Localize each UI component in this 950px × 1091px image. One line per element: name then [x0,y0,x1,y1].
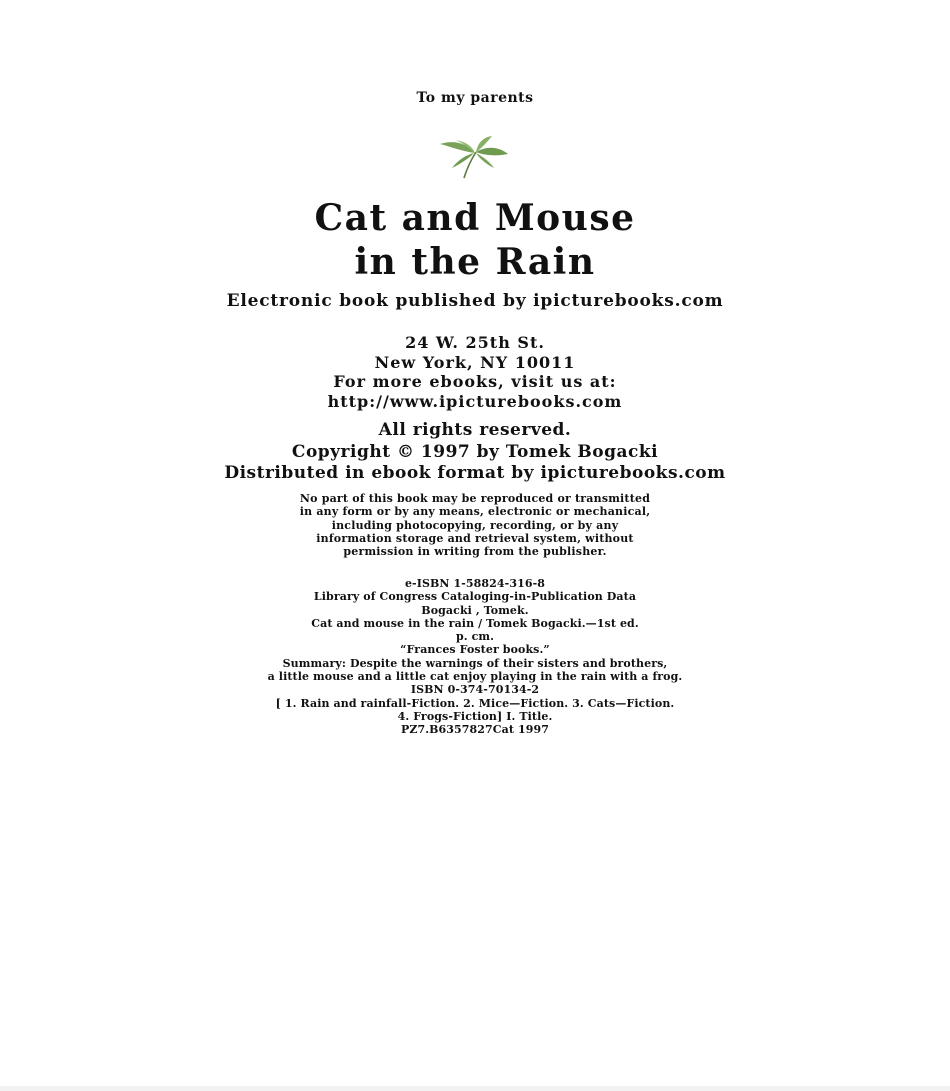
rights-block [0,420,950,485]
book-title [0,196,950,284]
address-more-ebooks: For more ebooks, visit us at: [333,372,617,391]
cip-subjects-cont: 4. Frogs-Fiction] I. Title. [397,709,553,723]
notice-line: in any form or by any means, electronic or mechanical, [299,505,651,519]
cip-isbn: ISBN 0-374-70134-2 [410,683,540,697]
address-url: http://www.ipicturebooks.com [327,391,623,411]
address-street: 24 W. 25th St. [405,333,545,352]
publisher-line: Electronic book published by ipicturebooks.com [226,291,724,311]
book-title-line-1: Cat and Mouse [314,197,636,239]
cip-title: Cat and mouse in the rain / Tomek Bogacki.—1st ed. [311,616,639,630]
cip-subjects: [ 1. Rain and rainfall-Fiction. 2. Mice—Fiction. 3. Cats—Fiction. [275,696,675,710]
notice-line: No part of this book may be reproduced or transmitted [299,492,651,505]
rights-reserved: All rights reserved. [378,420,572,440]
copyright-line: Copyright © 1997 by Tomek Bogacki [291,441,659,462]
cip-series: “Frances Foster books.” [400,643,550,657]
cip-author: Bogacki , Tomek. [421,603,529,617]
reproduction-notice [0,492,950,558]
notice-line: including photocopying, recording, or by any [331,518,619,532]
notice-line: information storage and retrieval system, without [316,531,634,545]
cip-eisbn: e-ISBN 1-58824-316-8 [404,577,546,590]
leaf-sprig-icon [434,134,512,182]
cip-summary-cont: a little mouse and a little cat enjoy playing in the rain with a frog. [267,670,683,684]
cip-heading: Library of Congress Cataloging-in-Publication Data [313,590,637,604]
publisher-address [0,333,950,411]
cip-summary: Summary: Despite the warnings of their sisters and brothers, [282,656,668,670]
cataloging-data [0,577,950,737]
page-bottom-edge [0,1086,950,1091]
address-city: New York, NY 10011 [374,352,576,372]
cip-physical: p. cm. [455,630,495,644]
distribution-line: Distributed in ebook format by ipicturebooks.com [224,463,726,483]
book-title-line-2: in the Rain [354,241,596,283]
notice-line: permission in writing from the publisher. [343,545,607,559]
dedication: To my parents [416,90,534,106]
cip-call-number: PZ7.B6357827Cat 1997 [400,723,550,737]
